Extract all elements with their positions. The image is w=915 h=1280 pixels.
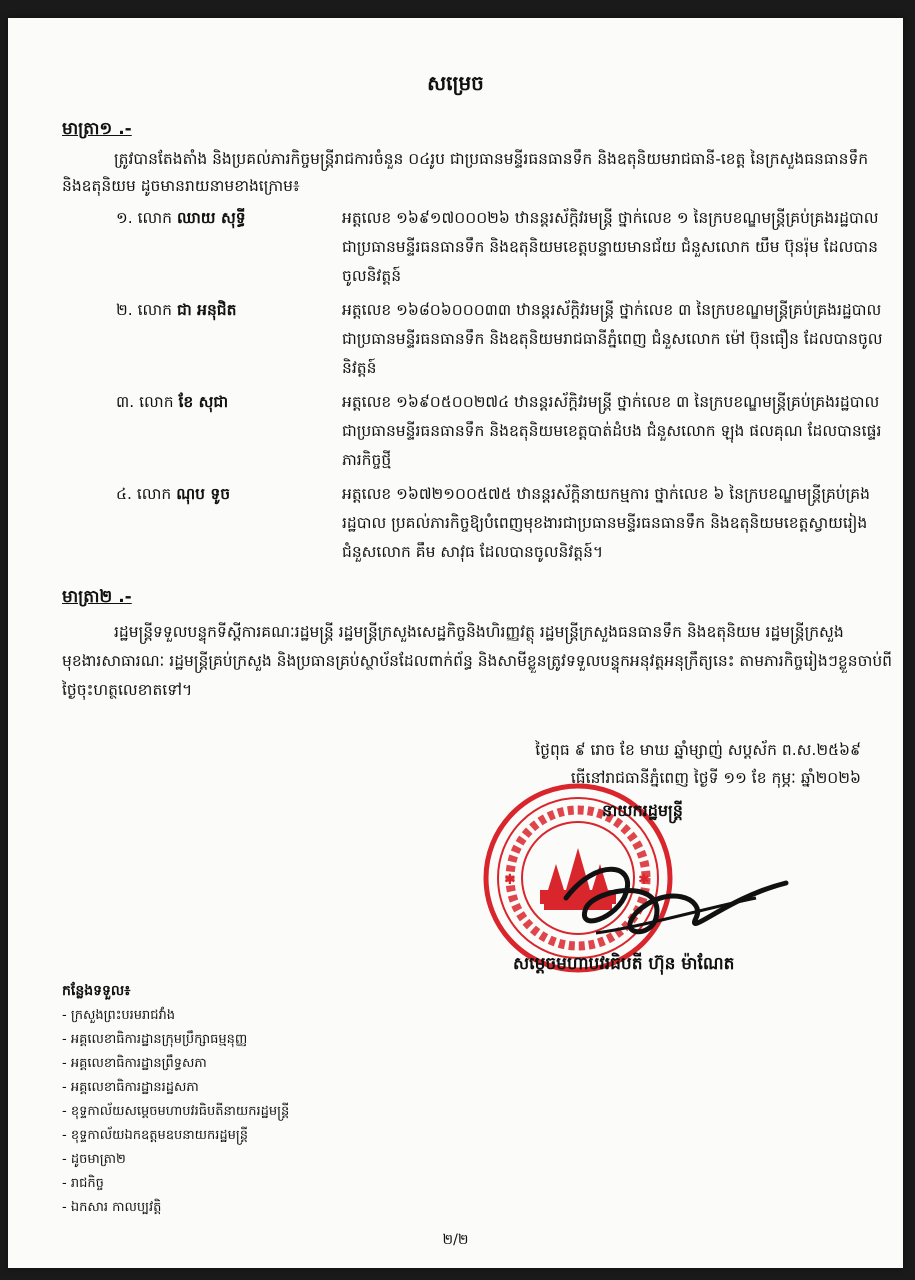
svg-text:✱: ✱ (638, 872, 650, 888)
list-item: - រាជកិច្ច (62, 1176, 104, 1191)
list-item: - អគ្គលេខាធិការដ្ឋានព្រឹទ្ធសភា (62, 1056, 207, 1071)
appointee-1-label: ១. លោក ឈាយ សុទ្ធី (116, 209, 246, 227)
appointee-1-text: អត្តលេខ ១៦៩១៧០០០២៦ ឋានន្តរស័ក្តិវរមន្ត្រី ថ្នាក់លេខ ១ នៃក្របខណ្ឌមន្ត្រីគ្រប់គ្រងរដ្ឋបាល ជាប្រធានមន្ទីរធនធានទឹក និងឧតុនិយមខេត្តបន្ទាយមានជ័យ ជំនួសលោក យឹម ប៊ុនរ៉ុម ដែលបានចូលនិវត្តន៍ (342, 209, 879, 285)
date-line-2: ធ្វើនៅរាជធានីភ្នំពេញ ថ្ងៃទី ១១ ខែ កុម្ភៈ ឆ្នាំ២០២៦ (570, 769, 861, 787)
appointee-2-text: អត្តលេខ ១៦៨០៦០០០៣៣ ឋានន្តរស័ក្តិវរមន្ត្រី ថ្នាក់លេខ ៣ នៃក្របខណ្ឌមន្ត្រីគ្រប់គ្រងរដ្ឋបាល ជាប្រធានមន្ទីរធនធានទឹក និងឧតុនិយមរាជធានីភ្នំពេញ ជំនួសលោក ម៉ៅ ប៊ុនធឿន ដែលបានចូលនិវត្តន៍ (342, 301, 883, 377)
article-2-heading: មាត្រា២ .- (62, 587, 132, 607)
decision-title: សម្រេច (427, 71, 484, 95)
article-1-intro: ត្រូវបានតែងតាំង និងប្រគល់ភារកិច្ចមន្ត្រីរាជការចំនួន ០៤រូប ជាប្រធានមន្ទីរធនធានទឹក និងឧតុនិយមរាជធានី-ខេត្ត នៃក្រសួងធនធានទឹក និងឧតុនិយម ដូចមានរាយនាមខាងក្រោម៖ (62, 150, 869, 195)
list-item: - ខុទ្ទកាល័យសម្តេចមហាបវរធិបតីនាយករដ្ឋមន្ត្រី (62, 1104, 290, 1119)
page-number: ២/២ (442, 1232, 469, 1248)
list-item: - ឯកសារ កាលប្បវត្តិ (62, 1200, 162, 1215)
signatory-name: សម្តេចមហាបវរធិបតី ហ៊ុន ម៉ាណែត (513, 954, 735, 974)
list-item: - អគ្គលេខាធិការដ្ឋានក្រុមប្រឹក្សាធម្មនុញ្ញ (62, 1032, 248, 1047)
date-line-1: ថ្ងៃពុធ ៩ រោច ខែ មាឃ ឆ្នាំម្សាញ់ សប្តស័ក ព.ស.២៥៦៩ (535, 741, 861, 759)
list-item: - ក្រសួងព្រះបរមរាជវាំង (62, 1008, 176, 1023)
article-2-text: រដ្ឋមន្ត្រីទទួលបន្ទុកទីស្តីការគណៈរដ្ឋមន្ត្រី រដ្ឋមន្ត្រីក្រសួងសេដ្ឋកិច្ចនិងហិរញ្ញវត្ថុ រដ្ឋមន្ត្រីក្រសួងធនធានទឹក និងឧតុនិយម រដ្ឋមន្ត្រីក្រសួងមុខងារសាធារណៈ រដ្ឋមន្ត្រីគ្រប់ក្រសួង និងប្រធានគ្រប់ស្ថាប័នដែលពាក់ព័ន្ធ និងសាមីខ្លួនត្រូវទទួលបន្ទុកអនុវត្តអនុក្រឹត្យនេះ តាមភារកិច្ចរៀងៗខ្លួនចាប់ពីថ្ងៃចុះហត្ថលេខាតទៅ។ (62, 623, 893, 699)
recipients-heading: កន្លែងទទួល៖ (62, 983, 131, 999)
list-item: - ដូចមាត្រា២ (62, 1152, 126, 1167)
list-item: - អគ្គលេខាធិការដ្ឋានរដ្ឋសភា (62, 1080, 199, 1095)
recipients-list (62, 1004, 289, 1220)
svg-text:✱: ✱ (504, 872, 516, 888)
article-1-heading: មាត្រា១ .- (62, 119, 132, 139)
appointee-4-label: ៤. លោក ណុប ទូច (116, 485, 231, 503)
appointee-4-text: អត្តលេខ ១៦៧២១០០៥៧៥ ឋានន្តរស័ក្តិនាយកម្មការ ថ្នាក់លេខ ៦ នៃក្របខណ្ឌមន្ត្រីគ្រប់គ្រងរដ្ឋបាល ប្រគល់ភារកិច្ចឱ្យបំពេញមុខងារជាប្រធានមន្ទីរធនធានទឹក និងឧតុនិយមខេត្តស្វាយរៀង ជំនួសលោក គឹម សាវុធ ដែលបានចូលនិវត្តន៍។ (342, 485, 870, 561)
appointee-2-label: ២. លោក ជា អនុជិត (116, 301, 237, 319)
document-page (8, 18, 903, 1268)
appointee-3-text: អត្តលេខ ១៦៩០៥០០២៧៤ ឋានន្តរស័ក្តិវរមន្ត្រី ថ្នាក់លេខ ៣ នៃក្របខណ្ឌមន្ត្រីគ្រប់គ្រងរដ្ឋបាល ជាប្រធានមន្ទីរធនធានទឹក និងឧតុនិយមខេត្តបាត់ដំបង ជំនួសលោក ឡុង ផលគុណ ដែលបានផ្ទេរភារកិច្ចថ្មី (342, 393, 882, 469)
list-item: - ខុទ្ទកាល័យឯកឧត្តមឧបនាយករដ្ឋមន្ត្រី (62, 1128, 248, 1143)
signatory-title: នាយករដ្ឋមន្ត្រី (602, 801, 683, 820)
handwritten-signature-icon (556, 838, 796, 948)
appointee-3-label: ៣. លោក ខែ សុជា (116, 393, 229, 411)
